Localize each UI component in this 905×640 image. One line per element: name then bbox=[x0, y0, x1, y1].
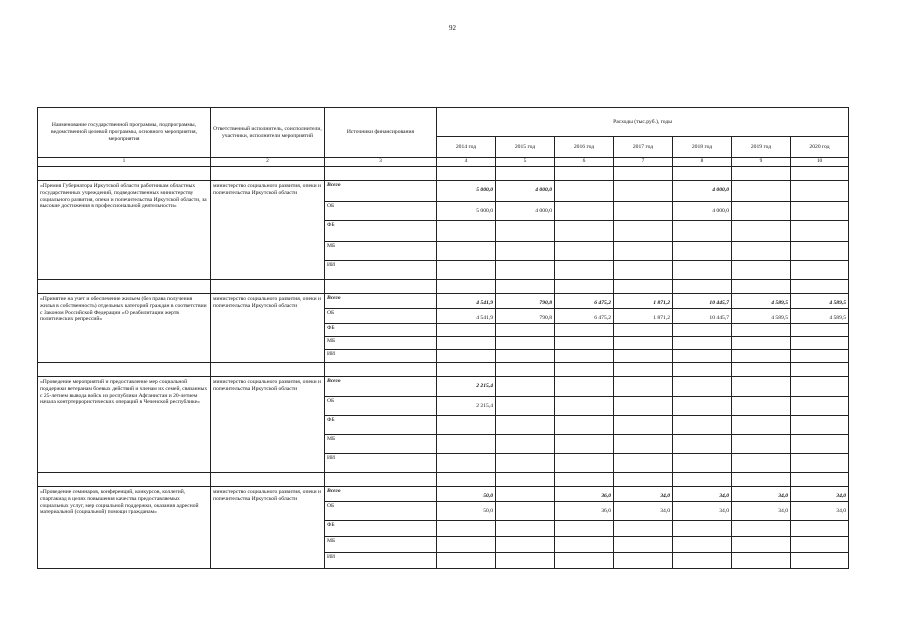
ob-amount-cell bbox=[614, 397, 673, 416]
amount-cell bbox=[791, 324, 849, 337]
total-amount-cell bbox=[614, 377, 673, 397]
header-year: 2015 год bbox=[496, 137, 555, 158]
ob-amount-cell: 5 000,0 bbox=[437, 202, 496, 221]
ob-amount-cell: 34,0 bbox=[732, 502, 791, 521]
spacer-cell bbox=[732, 280, 791, 294]
spacer-cell bbox=[614, 473, 673, 487]
amount-cell bbox=[555, 537, 614, 553]
column-index: 8 bbox=[673, 158, 732, 167]
spacer-cell bbox=[496, 280, 555, 294]
total-amount-cell: 4 000,0 bbox=[496, 181, 555, 202]
funding-source-label: МБ bbox=[325, 242, 437, 261]
ob-amount-cell bbox=[732, 397, 791, 416]
ob-amount-cell: 4 541,9 bbox=[437, 309, 496, 324]
amount-cell bbox=[791, 521, 849, 537]
ob-amount-cell: 50,0 bbox=[437, 502, 496, 521]
total-amount-cell: 790,8 bbox=[496, 294, 555, 309]
ob-amount-cell bbox=[496, 502, 555, 521]
ob-amount-cell: 790,8 bbox=[496, 309, 555, 324]
spacer-cell bbox=[732, 363, 791, 377]
amount-cell bbox=[791, 242, 849, 261]
amount-cell bbox=[732, 261, 791, 280]
ob-amount-cell bbox=[555, 397, 614, 416]
header-program-name: Наименование государственной программы, подпрограммы, ведомственной целевой программы, основного мероприятия, мероприятия bbox=[38, 108, 211, 158]
funding-source-label: ИИ bbox=[325, 553, 437, 569]
funding-source-label: МБ bbox=[325, 435, 437, 454]
funding-source-label: МБ bbox=[325, 537, 437, 553]
funding-source-label: ИИ bbox=[325, 350, 437, 363]
amount-cell bbox=[496, 454, 555, 473]
amount-cell bbox=[437, 553, 496, 569]
total-amount-cell bbox=[791, 181, 849, 202]
spacer-cell bbox=[673, 280, 732, 294]
spacer-cell bbox=[555, 280, 614, 294]
spacer-cell bbox=[437, 167, 496, 181]
funding-source-label: ФБ bbox=[325, 221, 437, 242]
total-amount-cell: 36,0 bbox=[555, 487, 614, 502]
amount-cell bbox=[555, 242, 614, 261]
funding-source-label: Всего bbox=[325, 294, 437, 309]
ob-amount-cell: 1 871,2 bbox=[614, 309, 673, 324]
total-amount-cell bbox=[732, 377, 791, 397]
ob-amount-cell: 4 589,5 bbox=[732, 309, 791, 324]
amount-cell bbox=[496, 537, 555, 553]
amount-cell bbox=[437, 435, 496, 454]
header-expenses: Расходы (тыс.руб.), годы bbox=[437, 108, 849, 137]
amount-cell bbox=[614, 261, 673, 280]
amount-cell bbox=[614, 553, 673, 569]
header-funding-source: Источники финансирования bbox=[325, 108, 437, 158]
total-amount-cell bbox=[732, 181, 791, 202]
amount-cell bbox=[496, 221, 555, 242]
amount-cell bbox=[673, 337, 732, 350]
funding-source-label: ОБ bbox=[325, 202, 437, 221]
amount-cell bbox=[673, 537, 732, 553]
amount-cell bbox=[732, 553, 791, 569]
column-index: 10 bbox=[791, 158, 849, 167]
total-amount-cell: 34,0 bbox=[791, 487, 849, 502]
amount-cell bbox=[673, 416, 732, 435]
amount-cell bbox=[555, 261, 614, 280]
spacer-cell bbox=[325, 280, 437, 294]
ob-amount-cell: 34,0 bbox=[614, 502, 673, 521]
block-spacer bbox=[38, 280, 849, 294]
amount-cell bbox=[437, 242, 496, 261]
activity-executor: министерство социального развития, опеки и попечительства Иркутской области bbox=[211, 181, 325, 280]
ob-amount-cell bbox=[673, 397, 732, 416]
amount-cell bbox=[496, 350, 555, 363]
total-amount-cell bbox=[496, 377, 555, 397]
funding-source-label: Всего bbox=[325, 487, 437, 502]
amount-cell bbox=[673, 324, 732, 337]
amount-cell bbox=[555, 324, 614, 337]
amount-cell bbox=[555, 350, 614, 363]
amount-cell bbox=[437, 537, 496, 553]
funding-source-label: ФБ bbox=[325, 416, 437, 435]
amount-cell bbox=[732, 242, 791, 261]
activity-name: «Проведение семинаров, конференций, конкурсов, коллегий, спартакиад в целях повышения качества предоставляемых социальных услуг, мер социальной поддержки, оказания адресной материальной (социальной) помощи гражданам» bbox=[38, 487, 211, 569]
spacer-cell bbox=[211, 280, 325, 294]
funding-source-label: Всего bbox=[325, 377, 437, 397]
funding-source-label: ФБ bbox=[325, 521, 437, 537]
amount-cell bbox=[791, 416, 849, 435]
table-row bbox=[38, 294, 849, 309]
amount-cell bbox=[673, 454, 732, 473]
ob-amount-cell: 34,0 bbox=[791, 502, 849, 521]
header-year: 2014 год bbox=[437, 137, 496, 158]
total-amount-cell bbox=[496, 487, 555, 502]
amount-cell bbox=[673, 261, 732, 280]
spacer-cell bbox=[38, 363, 211, 377]
page-number: 92 bbox=[449, 24, 456, 32]
spacer-cell bbox=[437, 280, 496, 294]
spacer-cell bbox=[614, 363, 673, 377]
table-body bbox=[38, 167, 849, 569]
activity-executor: министерство социального развития, опеки и попечительства Иркутской области bbox=[211, 487, 325, 569]
amount-cell bbox=[555, 521, 614, 537]
column-index: 2 bbox=[211, 158, 325, 167]
amount-cell bbox=[437, 454, 496, 473]
funding-source-label: ИИ bbox=[325, 261, 437, 280]
block-spacer bbox=[38, 363, 849, 377]
total-amount-cell: 34,0 bbox=[614, 487, 673, 502]
column-index: 9 bbox=[732, 158, 791, 167]
amount-cell bbox=[614, 521, 673, 537]
ob-amount-cell: 6 475,2 bbox=[555, 309, 614, 324]
amount-cell bbox=[732, 416, 791, 435]
total-amount-cell: 4 000,0 bbox=[673, 181, 732, 202]
total-amount-cell: 1 871,2 bbox=[614, 294, 673, 309]
amount-cell bbox=[614, 337, 673, 350]
amount-cell bbox=[614, 324, 673, 337]
header-year: 2018 год bbox=[673, 137, 732, 158]
amount-cell bbox=[732, 521, 791, 537]
amount-cell bbox=[496, 435, 555, 454]
spacer-cell bbox=[38, 473, 211, 487]
amount-cell bbox=[437, 416, 496, 435]
spacer-cell bbox=[211, 473, 325, 487]
column-index: 3 bbox=[325, 158, 437, 167]
ob-amount-cell: 2 215,4 bbox=[437, 397, 496, 416]
amount-cell bbox=[555, 435, 614, 454]
ob-amount-cell bbox=[614, 202, 673, 221]
funding-source-label: ФБ bbox=[325, 324, 437, 337]
activity-name: «Принятие на учет и обеспечение жильем (без права получения жилья в собственность) отдельных категорий граждан в соответствии с Законом Российской Федерации «О реабилитации жертв политических репрессий» bbox=[38, 294, 211, 363]
spacer-cell bbox=[791, 473, 849, 487]
amount-cell bbox=[673, 350, 732, 363]
amount-cell bbox=[437, 221, 496, 242]
amount-cell bbox=[496, 521, 555, 537]
total-amount-cell: 34,0 bbox=[673, 487, 732, 502]
activity-name: «Проведение мероприятий и предоставление мер социальной поддержки ветеранам боевых действий и членам их семей, связанных с 25-летием вывода войск из республики Афганистан и 20-летием начала контртеррористических операций в Чеченской республике» bbox=[38, 377, 211, 473]
funding-source-label: ОБ bbox=[325, 309, 437, 324]
amount-cell bbox=[614, 454, 673, 473]
amount-cell bbox=[496, 416, 555, 435]
header-year: 2016 год bbox=[555, 137, 614, 158]
spacer-cell bbox=[496, 363, 555, 377]
header-row bbox=[38, 108, 849, 137]
amount-cell bbox=[791, 261, 849, 280]
header-year: 2019 год bbox=[732, 137, 791, 158]
column-index: 7 bbox=[614, 158, 673, 167]
total-amount-cell: 50,0 bbox=[437, 487, 496, 502]
amount-cell bbox=[555, 337, 614, 350]
ob-amount-cell bbox=[496, 397, 555, 416]
amount-cell bbox=[437, 337, 496, 350]
total-amount-cell: 4 589,5 bbox=[732, 294, 791, 309]
amount-cell bbox=[614, 435, 673, 454]
amount-cell bbox=[496, 337, 555, 350]
amount-cell bbox=[614, 221, 673, 242]
ob-amount-cell bbox=[732, 202, 791, 221]
funding-source-label: МБ bbox=[325, 337, 437, 350]
ob-amount-cell: 4 589,5 bbox=[791, 309, 849, 324]
total-amount-cell bbox=[791, 377, 849, 397]
activity-name: «Премия Губернатора Иркутской области работникам областных государственных учреждений, подведомственных министерству социального развития, опеки и попечительства Иркутской области, за высокие достижения в профессиональной деятельности» bbox=[38, 181, 211, 280]
activity-executor: министерство социального развития, опеки и попечительства Иркутской области bbox=[211, 294, 325, 363]
spacer-cell bbox=[673, 167, 732, 181]
amount-cell bbox=[496, 553, 555, 569]
amount-cell bbox=[496, 324, 555, 337]
amount-cell bbox=[614, 350, 673, 363]
amount-cell bbox=[673, 435, 732, 454]
funding-source-label: ИИ bbox=[325, 454, 437, 473]
spacer-cell bbox=[555, 363, 614, 377]
amount-cell bbox=[555, 454, 614, 473]
amount-cell bbox=[496, 261, 555, 280]
spacer-cell bbox=[555, 167, 614, 181]
budget-table bbox=[37, 107, 849, 569]
amount-cell bbox=[791, 337, 849, 350]
spacer-cell bbox=[614, 280, 673, 294]
amount-cell bbox=[791, 221, 849, 242]
ob-amount-cell bbox=[791, 397, 849, 416]
amount-cell bbox=[791, 435, 849, 454]
amount-cell bbox=[437, 261, 496, 280]
spacer-cell bbox=[38, 167, 211, 181]
table-row bbox=[38, 487, 849, 502]
block-spacer bbox=[38, 473, 849, 487]
total-amount-cell: 5 000,0 bbox=[437, 181, 496, 202]
spacer-cell bbox=[732, 473, 791, 487]
table-row bbox=[38, 377, 849, 397]
spacer-cell bbox=[437, 363, 496, 377]
spacer-cell bbox=[325, 167, 437, 181]
amount-cell bbox=[732, 454, 791, 473]
ob-amount-cell: 4 000,0 bbox=[496, 202, 555, 221]
spacer-cell bbox=[211, 167, 325, 181]
spacer-cell bbox=[791, 280, 849, 294]
amount-cell bbox=[673, 521, 732, 537]
ob-amount-cell: 10 445,7 bbox=[673, 309, 732, 324]
header-year: 2017 год bbox=[614, 137, 673, 158]
column-index: 5 bbox=[496, 158, 555, 167]
amount-cell bbox=[555, 416, 614, 435]
amount-cell bbox=[614, 242, 673, 261]
activity-executor: министерство социального развития, опеки и попечительства Иркутской области bbox=[211, 377, 325, 473]
column-index: 6 bbox=[555, 158, 614, 167]
total-amount-cell bbox=[555, 181, 614, 202]
total-amount-cell: 4 589,5 bbox=[791, 294, 849, 309]
column-index: 1 bbox=[38, 158, 211, 167]
spacer-cell bbox=[437, 473, 496, 487]
amount-cell bbox=[791, 454, 849, 473]
total-amount-cell: 6 475,2 bbox=[555, 294, 614, 309]
spacer-cell bbox=[325, 363, 437, 377]
total-amount-cell bbox=[614, 181, 673, 202]
spacer-cell bbox=[791, 167, 849, 181]
spacer-cell bbox=[614, 167, 673, 181]
amount-cell bbox=[791, 537, 849, 553]
spacer-cell bbox=[496, 473, 555, 487]
ob-amount-cell: 36,0 bbox=[555, 502, 614, 521]
ob-amount-cell: 4 000,0 bbox=[673, 202, 732, 221]
column-index-row bbox=[38, 158, 849, 167]
total-amount-cell bbox=[555, 377, 614, 397]
funding-source-label: Всего bbox=[325, 181, 437, 202]
amount-cell bbox=[673, 553, 732, 569]
total-amount-cell: 2 215,4 bbox=[437, 377, 496, 397]
amount-cell bbox=[732, 537, 791, 553]
amount-cell bbox=[791, 350, 849, 363]
amount-cell bbox=[732, 337, 791, 350]
spacer-cell bbox=[555, 473, 614, 487]
column-index: 4 bbox=[437, 158, 496, 167]
total-amount-cell bbox=[673, 377, 732, 397]
amount-cell bbox=[614, 537, 673, 553]
funding-source-label: ОБ bbox=[325, 397, 437, 416]
ob-amount-cell bbox=[791, 202, 849, 221]
block-spacer bbox=[38, 167, 849, 181]
amount-cell bbox=[732, 221, 791, 242]
total-amount-cell: 4 541,9 bbox=[437, 294, 496, 309]
spacer-cell bbox=[325, 473, 437, 487]
table-row bbox=[38, 181, 849, 202]
total-amount-cell: 10 445,7 bbox=[673, 294, 732, 309]
spacer-cell bbox=[38, 280, 211, 294]
amount-cell bbox=[555, 553, 614, 569]
amount-cell bbox=[555, 221, 614, 242]
header-executor: Ответственный исполнитель, соисполнители, участники, исполнители мероприятий bbox=[211, 108, 325, 158]
spacer-cell bbox=[732, 167, 791, 181]
funding-source-label: ОБ bbox=[325, 502, 437, 521]
ob-amount-cell bbox=[555, 202, 614, 221]
amount-cell bbox=[732, 435, 791, 454]
header-year: 2020 год bbox=[791, 137, 849, 158]
spacer-cell bbox=[673, 363, 732, 377]
amount-cell bbox=[614, 416, 673, 435]
spacer-cell bbox=[211, 363, 325, 377]
amount-cell bbox=[437, 324, 496, 337]
amount-cell bbox=[673, 242, 732, 261]
amount-cell bbox=[732, 324, 791, 337]
amount-cell bbox=[437, 350, 496, 363]
amount-cell bbox=[673, 221, 732, 242]
amount-cell bbox=[496, 242, 555, 261]
amount-cell bbox=[437, 521, 496, 537]
amount-cell bbox=[791, 553, 849, 569]
spacer-cell bbox=[496, 167, 555, 181]
spacer-cell bbox=[791, 363, 849, 377]
ob-amount-cell: 34,0 bbox=[673, 502, 732, 521]
spacer-cell bbox=[673, 473, 732, 487]
amount-cell bbox=[732, 350, 791, 363]
total-amount-cell: 34,0 bbox=[732, 487, 791, 502]
